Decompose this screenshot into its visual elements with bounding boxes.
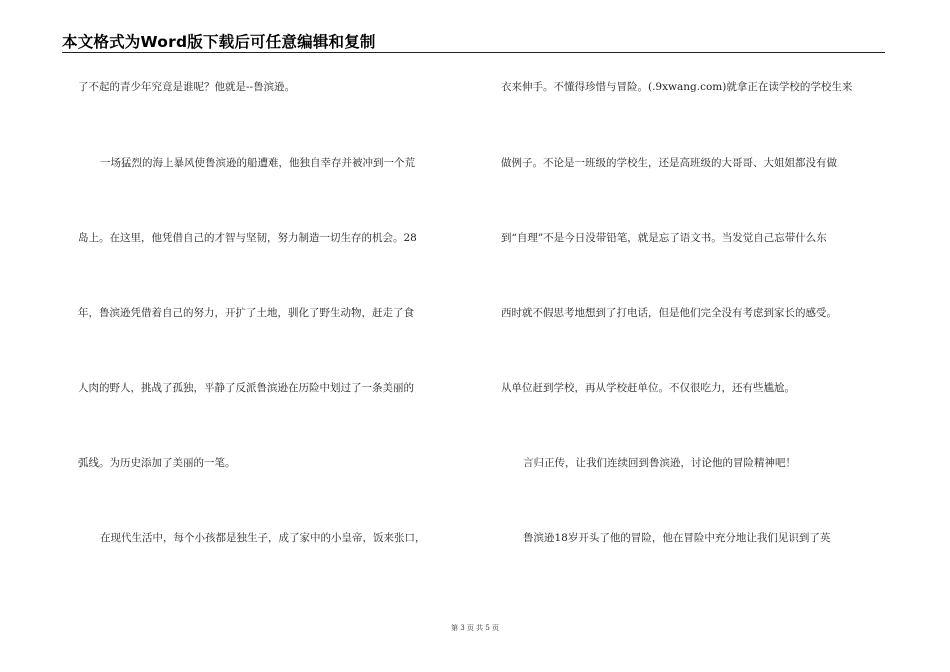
text-line: 了不起的青少年究竟是谁呢？他就是--鲁滨逊。: [78, 81, 296, 93]
text-line: 从单位赶到学校，再从学校赶单位。不仅很吃力，还有些尴尬。: [501, 382, 795, 394]
text-line: 做例子。不论是一班级的学校生，还是高班级的大哥哥、大姐姐都没有做: [501, 157, 837, 169]
text-line: 一场猛烈的海上暴风使鲁滨逊的船遭难，他独自幸存并被冲到一个荒: [100, 157, 415, 169]
text-line: 鲁滨逊18岁开头了他的冒险，他在冒险中充分地让我们见识到了英: [523, 532, 831, 544]
text-line: 衣来伸手。不懂得珍惜与冒险。(.9xwang.com)就拿正在读学校的学校生来: [501, 81, 853, 93]
text-line: 弧线。为历史添加了美丽的一笔。: [78, 457, 236, 469]
page-number-footer: 第 3 页 共 5 页: [450, 624, 500, 632]
text-line: 西时就不假思考地想到了打电话，但是他们完全没有考虑到家长的感受。: [501, 307, 837, 319]
text-line: 年，鲁滨逊凭借着自己的努力，开扩了土地，驯化了野生动物，赶走了食: [78, 307, 414, 319]
page-header-title: 本文格式为Word版下载后可任意编辑和复制: [62, 33, 376, 51]
text-line: 岛上。在这里，他凭借自己的才智与坚韧，努力制造一切生存的机会。28: [78, 232, 417, 244]
text-line: 人肉的野人，挑战了孤独，平静了反派鲁滨逊在历险中划过了一条美丽的: [78, 382, 414, 394]
text-line: 在现代生活中，每个小孩都是独生子，成了家中的小皇帝，饭来张口，: [100, 532, 426, 544]
header-divider: [62, 52, 885, 53]
text-line: 到“自理”不是今日没带铅笔，就是忘了语文书。当发觉自己忘带什么东: [501, 232, 827, 244]
text-line: 言归正传，让我们连续回到鲁滨逊，讨论他的冒险精神吧！: [523, 457, 796, 469]
